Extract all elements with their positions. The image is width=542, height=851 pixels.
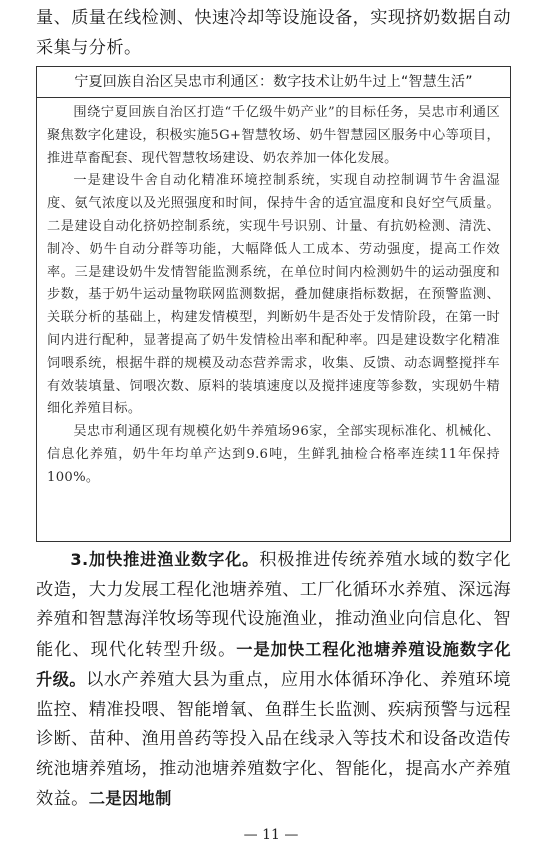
continuation-paragraph bbox=[36, 4, 511, 63]
case-box-title: 宁夏回族自治区吴忠市利通区：数字技术让奶牛过上“智慧生活” bbox=[37, 67, 510, 98]
bold-point-1: 一是加快工程化池塘养殖设施数字化升级。 bbox=[36, 639, 511, 689]
continuation-text: 量、质量在线检测、快速冷却等设施设备，实现挤奶数据自动采集与分析。 bbox=[36, 8, 511, 58]
bold-point-2: 二是因地制 bbox=[88, 789, 172, 808]
section-heading: 3.加快推进渔业数字化。 bbox=[70, 550, 260, 569]
page-number: — 11 — bbox=[243, 827, 299, 843]
section-text-1: 积极推进传统养殖水域的数字化改造，大力发展工程化池塘养殖、工厂化循环水养殖、深远海养殖和智慧海洋牧场等现代设施渔业，推动渔业向信息化、智能化、现代化转型升级。 bbox=[36, 550, 511, 660]
section-text-2: 以水产养殖大县为重点，应用水体循环净化、养殖环境监控、精准投喂、智能增氧、鱼群生长监测、疾病预警与远程诊断、苗种、渔用兽药等投入品在线录入等技术和设备改造传统池塘养殖场，推动池塘养殖数字化、智能化，提高水产养殖效益。 bbox=[36, 670, 511, 809]
case-study-box bbox=[36, 66, 511, 542]
fishery-digitalization-paragraph bbox=[36, 545, 511, 815]
case-box-body bbox=[37, 98, 510, 490]
case-paragraph-intro: 围绕宁夏回族自治区打造“千亿级牛奶产业”的目标任务，吴忠市利通区聚焦数字化建设，积极实施5G+智慧牧场、奶牛智慧园区服务中心等项目，推进草畜配套、现代智慧牧场建设、奶农养加一体化发展。 bbox=[47, 105, 500, 166]
case-paragraph-systems: 一是建设牛舍自动化精准环境控制系统，实现自动控制调节牛舍温湿度、氨气浓度以及光照强度和时间，保持牛舍的适宜温度和良好空气质量。二是建设自动化挤奶控制系统，实现牛号识别、计量、有抗奶检测、清洗、制冷、奶牛自动分群等功能，大幅降低人工成本、劳动强度，提高工作效率。三是建设奶牛发情智能监测系统，在单位时间内检测奶牛的运动强度和步数，基于奶牛运动量物联网监测数据，叠加健康指标数据，在预警监测、关联分析的基础上，构建发情模型，判断奶牛是否处于发情阶段，在第一时间内进行配种，显著提高了奶牛发情检出率和配种率。四是建设数字化精准饲喂系统，根据牛群的规模及动态营养需求，收集、反馈、动态调整搅拌车有效装填量、饲喂次数、原料的装填速度以及搅拌速度等参数，实现奶牛精细化养殖目标。 bbox=[47, 173, 500, 417]
case-paragraph-results: 吴忠市利通区现有规模化奶牛养殖场96家，全部实现标准化、机械化、信息化养殖，奶牛年均单产达到9.6吨，生鲜乳抽检合格率连续11年保持100%。 bbox=[47, 424, 500, 485]
